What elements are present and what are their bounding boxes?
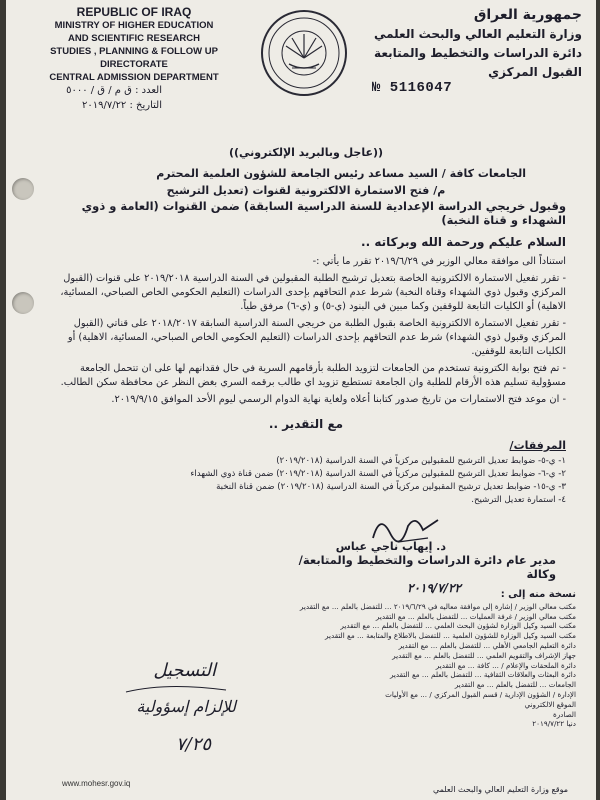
paragraph-text: تقرر تفعيل الاستمارة الالكترونية الخاصة بتعديل ترشيح الطلبة المقبولين في السنة الدراسية ٢٠١٩/٢٠١٨ على قنوات (القبول المركزي وقبول ذوي الشهداء وقناة النخبة) شرط عدم التحاقهم بإحدى الدراسات (التعليم الحكومي الخاص الصباحي، المسائية، الاهلية) أو الكليات التابعة للوقفين وكما مبين في البنود (ي-٥) و (ي-٦) مرفق طياً. [60,273,566,312]
signatory-name: د. إيهاب ناجي عباس [335,540,446,553]
handwritten-note [106,652,246,764]
header-en-line: MINISTRY OF HIGHER EDUCATION [54,20,214,31]
footer-arabic: موقع وزارة التعليم العالي والبحث العلمي [432,785,568,794]
reference-date: التاريخ : ٢٠١٩/٧/٢٢ [81,100,162,111]
attachment-item: ٤- استمارة تعديل الترشيح. [471,495,566,505]
header-ar-line: دائرة الدراسات والتخطيط والمتابعة [374,46,582,60]
copy-item: مكتب السيد وكيل الوزارة لشؤون البحث العلمي ... للتفضل بالعلم ... مع التقدير [340,621,576,631]
addressee: الجامعات كافة / السيد مساعد رئيس الجامعة للشؤون العلمية المحترم [156,167,526,180]
header-english [34,6,234,84]
handwriting-line: التسجيل [153,660,216,681]
header-en-line: CENTRAL ADMISSION DEPARTMENT [49,72,219,83]
intro-paragraph: استناداً الى موافقة معالي الوزير في ٢٠١٩/٦/٢٩ تقرر ما يأتي :- [312,256,566,267]
attachment-item: ٣- ي-١٥- ضوابط تعديل ترشيح المقبولين مركزياً في السنة الدراسية (٢٠١٩/٢٠١٨) ضمن قناة النخبة [216,482,566,492]
signatory-title: مدير عام دائرة الدراسات والتخطيط والمتابعة/وكالة [298,553,556,581]
body-paragraph: - تقرر تفعيل الاستمارة الالكترونية الخاصة بقبول الطلبة من خريجي السنة الدراسية السابقة ٢٠١٨/٢٠١٧ على قناتي (القبول المركزي وقبول ذوي الشهداء) شرط عدم التحاقهم بإحدى الدراسات (التعليم الحكومي الخاص الصباحي، المسائية، الاهلية) أو الكليات التابعة للوقفين. [67,318,566,357]
punch-hole [12,292,34,314]
attachment-item: ١- ي-٥- ضوابط تعديل الترشيح للمقبولين مركزياً في السنة الدراسية (٢٠١٩/٢٠١٨) [276,456,566,466]
handwriting-line: ٧/٢٥ [175,734,211,755]
body-paragraph: - تم فتح بوابة الكترونية تستخدم من الجامعات لتزويد الطلبة بأرقامهم السرية في حال فقدانهم لها على ان تتحمل الجامعة مسؤولية تسليم هذه الأرقام للطلبة وان الجامعة تستطيع تزويد اي طالب برقمه السري بغض النظر عن محافظة سكن الطالب. [60,363,566,388]
document-page [6,0,596,800]
header-ar-line: جمهورية العراق [473,7,582,23]
body-paragraph: - تقرر تفعيل الاستمارة الالكترونية الخاصة بتعديل ترشيح الطلبة المقبولين في السنة الدراسية ٢٠١٩/٢٠١٨ على قنوات (القبول المركزي وقبول ذوي الشهداء وقناة النخبة) شرط عدم التحاقهم بإحدى الدراسات (التعليم الحكومي الخاص الصباحي، المسائية، الاهلية) أو الكليات التابعة للوقفين وكما مبين في البنود (ي-٥) و (ي-٦) مرفق طياً. [60,273,566,312]
copies-title: نسخة منه إلى : [500,589,576,600]
header-ar-line: القبول المركزي [488,65,582,79]
copy-item: دائرة البعثات والعلاقات الثقافية ... للتفضل بالعلم ... مع التقدير [389,670,576,680]
header-en-line: STUDIES , PLANNING & FOLLOW UP DIRECTORATE [50,46,218,70]
copy-item: مكتب معالي الوزير / غرفة العمليات ... للتفضل بالعلم ... مع التقدير [375,611,576,621]
copy-item: الجامعات ... للتفضل بالعلم ... مع التقدير [454,680,576,690]
copy-item: دنيا ٢٠١٩/٧/٢٢ [532,719,576,729]
paragraph-text: ان موعد فتح الاستمارات من تاريخ صدور كتابنا أعلاه ولغاية نهاية الدوام الرسمي ليوم الأحد الموافق ٢٠١٩/٩/١٥. [111,394,560,405]
reference-number: العدد : ق م / ق / ٥٠٠٠ [66,85,162,96]
copy-item: مكتب معالي الوزير / إشارة إلى موافقة معاليه في ٢٠١٩/٦/٢٩ ... للتفضل بالعلم ... مع التقدير [299,601,576,611]
footer-website: www.mohesr.gov.iq [62,779,131,788]
header-en-line: AND SCIENTIFIC RESEARCH [68,33,200,44]
header-en-line: REPUBLIC OF IRAQ [76,5,192,19]
handwriting-line: للإلزام إسؤولية [136,697,236,716]
paragraph-text: تم فتح بوابة الكترونية تستخدم من الجامعات لتزويد الطلبة بأرقامهم السرية في حال فقدانهم لها على ان تتحمل الجامعة مسؤولية تسليم هذه الأرقام للطلبة وان الجامعة تستطيع تزويد اي طالب برقمه السري بغض النظر عن محافظة سكن الطالب. [60,363,566,388]
urgent-note: ((عاجل وبالبريد الإلكتروني)) [228,146,384,159]
subject-line: وقبول خريجي الدراسة الإعدادية للسنة الدراسية السابقة) ضمن القنوات (العامة و ذوي الشهداء و قناة النخبة) [81,199,566,227]
copy-item: جهاز الإشراف والتقويم العلمي ... للتفضل بالعلم ... مع التقدير [392,650,576,660]
paragraph-text: تقرر تفعيل الاستمارة الالكترونية الخاصة بقبول الطلبة من خريجي السنة الدراسية السابقة ٢٠١٨/٢٠١٧ على قناتي (القبول المركزي وقبول ذوي الشهداء) شرط عدم التحاقهم بإحدى الدراسات (التعليم الحكومي الخاص الصباحي، المسائية، الاهلية) أو الكليات التابعة للوقفين. [67,318,566,357]
copies-list [296,590,576,729]
copy-item: الموقع الالكتروني [524,699,576,709]
letter-body [46,146,566,507]
serial-number: № 5116047 [372,80,453,96]
copy-item: دائرة التعليم الجامعي الأهلي ... للتفضل بالعلم ... مع التقدير [398,640,576,650]
reference-block [62,83,162,113]
attachments-title: المرفقات/ [509,439,566,452]
header-arabic [352,6,582,82]
copy-item: الإدارة / الشؤون الإدارية / قسم القبول المركزي / ... مع الأوليات [385,689,576,699]
ministry-seal-logo [259,8,349,98]
copy-item: الصادرة [552,709,576,719]
copy-item: مكتب السيد وكيل الوزارة للشؤون العلمية ... للتفضل بالاطلاع والمتابعة ... مع التقدير [324,631,576,641]
body-paragraph: - ان موعد فتح الاستمارات من تاريخ صدور كتابنا أعلاه ولغاية نهاية الدوام الرسمي ليوم الأحد الموافق ٢٠١٩/٩/١٥. [111,394,566,405]
attachment-item: ٢- ي-٦- ضوابط تعديل الترشيح للمقبولين مركزياً في السنة الدراسية (٢٠١٩/٢٠١٨) ضمن قناة ذوي الشهداء [190,469,566,479]
greeting: السلام عليكم ورحمة الله وبركاته .. [361,235,566,249]
subject-line: م/ فتح الاستمارة الالكترونية لقنوات (تعديل الترشيح [166,184,446,197]
signature-block [296,540,556,595]
copy-item: دائرة الملحقات والإعلام / ... كافة ... مع التقدير [435,660,576,670]
closing-thanks: مع التقدير .. [268,417,344,431]
signature-date: ٢٠١٩/٧/٢٢ [407,581,461,595]
header-ar-line: وزارة التعليم العالي والبحث العلمي [373,27,582,41]
punch-hole [12,178,34,200]
